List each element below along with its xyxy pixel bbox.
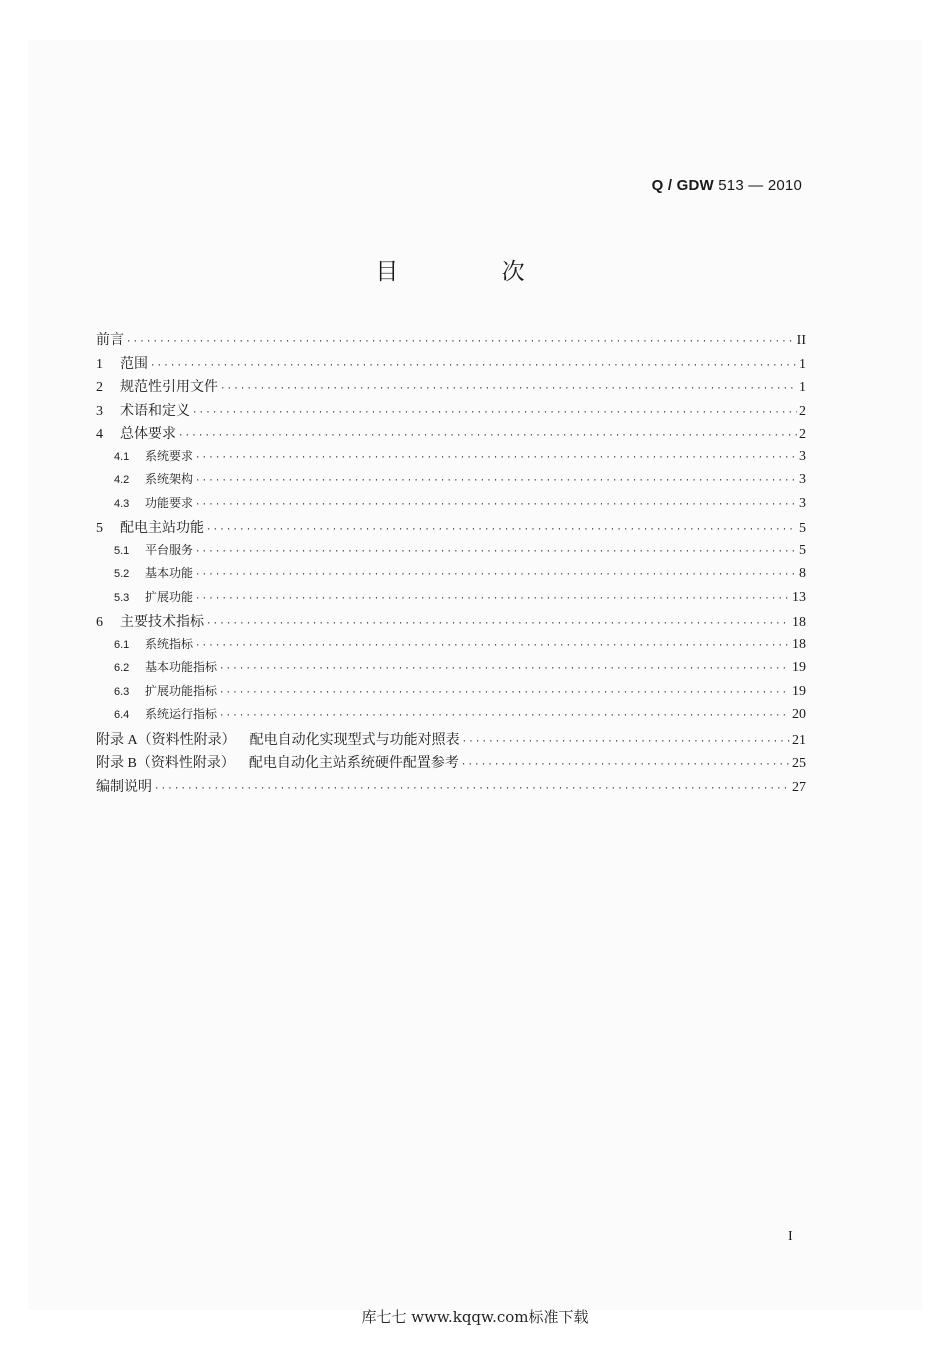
toc-entry-page: II	[796, 333, 806, 348]
toc-entry[interactable]	[96, 447, 806, 471]
footer-watermark[interactable]: 库七七 www.kqqw.com标准下载	[361, 1308, 589, 1326]
toc-entry-number: 4.1	[114, 450, 130, 463]
toc-entry[interactable]	[96, 752, 806, 776]
toc-leader-dots	[195, 594, 790, 604]
standard-number: 513 — 2010	[718, 177, 802, 194]
toc-entry[interactable]	[96, 541, 806, 565]
toc-entry[interactable]	[96, 611, 806, 635]
toc-entry-title: 功能要求	[145, 495, 194, 510]
toc-entry-page: 19	[792, 683, 806, 699]
toc-entry-title: 主要技术指标	[120, 614, 204, 630]
toc-entry-title: 平台服务	[145, 542, 194, 557]
toc-entry[interactable]	[96, 588, 806, 612]
toc-entry-page: 27	[792, 779, 806, 795]
toc-entry[interactable]	[96, 470, 806, 494]
toc-entry-number: 6.3	[114, 685, 130, 698]
toc-entry[interactable]	[96, 329, 806, 353]
toc-entry-page: 3	[799, 472, 806, 487]
toc-entry-page: 19	[792, 660, 806, 675]
toc-leader-dots	[219, 664, 790, 674]
toc-entry[interactable]	[96, 353, 806, 377]
toc-entry-page: 18	[792, 636, 806, 652]
toc-entry[interactable]	[96, 635, 806, 659]
toc-leader-dots	[195, 570, 797, 580]
toc-entry-title: 配电自动化主站系统硬件配置参考	[248, 755, 459, 771]
toc-entry-number: 2	[96, 380, 103, 395]
toc-entry-number: 附录 B（资料性附录）	[96, 756, 235, 771]
toc-entry-title: 基本功能	[145, 566, 194, 580]
toc-entry-number: 4.3	[114, 497, 130, 510]
toc-leader-dots	[220, 384, 797, 394]
toc-leader-dots	[195, 453, 797, 463]
toc-entry-page: 18	[792, 615, 806, 630]
toc-entry-title: 系统运行指标	[145, 707, 218, 721]
toc-entry-number: 5	[96, 521, 103, 536]
toc-leader-dots	[195, 641, 790, 651]
toc-leader-dots	[461, 760, 790, 770]
toc-entry[interactable]	[96, 682, 806, 706]
toc-entry-page: 5	[799, 542, 806, 558]
toc-entry-page: 5	[799, 521, 806, 536]
standard-code	[652, 177, 802, 194]
toc-leader-dots	[219, 711, 790, 721]
toc-entry-number: 6.1	[114, 638, 130, 651]
toc-entry[interactable]	[96, 776, 806, 800]
toc-entry-page: 1	[799, 356, 806, 372]
toc-entry-title: 总体要求	[120, 426, 176, 442]
toc-leader-dots	[195, 547, 797, 557]
toc-leader-dots	[150, 361, 797, 371]
toc-entry-title: 扩展功能	[145, 589, 194, 604]
toc-entry-title: 前言	[96, 332, 124, 348]
toc-entry-number: 5.1	[114, 544, 130, 557]
toc-entry-title: 基本功能指标	[145, 660, 218, 674]
toc-entry-title: 规范性引用文件	[120, 379, 218, 395]
toc-entry-title: 系统架构	[145, 472, 194, 486]
toc-leader-dots	[178, 431, 797, 441]
toc-leader-dots	[462, 737, 790, 747]
table-of-contents	[96, 329, 806, 799]
toc-entry-number: 6	[96, 615, 103, 630]
toc-entry-page: 21	[792, 732, 806, 748]
toc-entry-page: 1	[799, 380, 806, 395]
toc-entry-number: 1	[96, 356, 103, 372]
toc-leader-dots	[192, 408, 797, 418]
toc-entry-title: 术语和定义	[120, 402, 190, 419]
toc-leader-dots	[219, 688, 790, 698]
toc-entry[interactable]	[96, 400, 806, 424]
toc-entry-page: 2	[799, 427, 806, 442]
toc-entry-number: 3	[96, 403, 103, 419]
toc-leader-dots	[195, 476, 797, 486]
toc-entry-title: 系统指标	[145, 636, 194, 651]
toc-entry-number: 5.2	[114, 568, 130, 580]
toc-entry[interactable]	[96, 658, 806, 682]
toc-entry-title: 系统要求	[145, 448, 194, 463]
toc-entry-number: 4.2	[114, 474, 130, 486]
standard-prefix: Q / GDW	[651, 177, 714, 194]
toc-entry-page: 3	[799, 448, 806, 464]
toc-entry-title: 范围	[120, 355, 148, 372]
toc-title: 目 次	[375, 259, 573, 285]
toc-entry-number: 5.3	[114, 591, 130, 604]
toc-entry-title: 配电自动化实现型式与功能对照表	[249, 731, 460, 748]
toc-entry-page: 25	[792, 756, 806, 771]
toc-entry[interactable]	[96, 517, 806, 541]
toc-entry-title: 编制说明	[96, 778, 152, 795]
toc-entry-page: 3	[799, 495, 806, 511]
toc-entry-title: 配电主站功能	[120, 520, 204, 536]
toc-entry[interactable]	[96, 423, 806, 447]
toc-entry-number: 4	[96, 427, 103, 442]
toc-entry-page: 13	[792, 589, 806, 605]
toc-entry-page: 2	[799, 403, 806, 419]
toc-entry[interactable]	[96, 729, 806, 753]
toc-leader-dots	[154, 784, 790, 794]
toc-entry-number: 附录 A（资料性附录）	[96, 732, 236, 748]
toc-entry-page: 20	[792, 707, 806, 722]
toc-entry[interactable]	[96, 376, 806, 400]
toc-entry-number: 6.4	[114, 709, 130, 721]
toc-leader-dots	[126, 337, 795, 347]
toc-entry[interactable]	[96, 564, 806, 588]
page-number: I	[788, 1229, 793, 1244]
toc-entry-title: 扩展功能指标	[145, 683, 218, 698]
toc-leader-dots	[206, 525, 797, 535]
toc-entry-page: 8	[799, 566, 806, 581]
toc-leader-dots	[206, 619, 790, 629]
toc-entry[interactable]	[96, 494, 806, 518]
toc-entry[interactable]	[96, 705, 806, 729]
toc-leader-dots	[195, 500, 797, 510]
toc-entry-number: 6.2	[114, 662, 130, 674]
